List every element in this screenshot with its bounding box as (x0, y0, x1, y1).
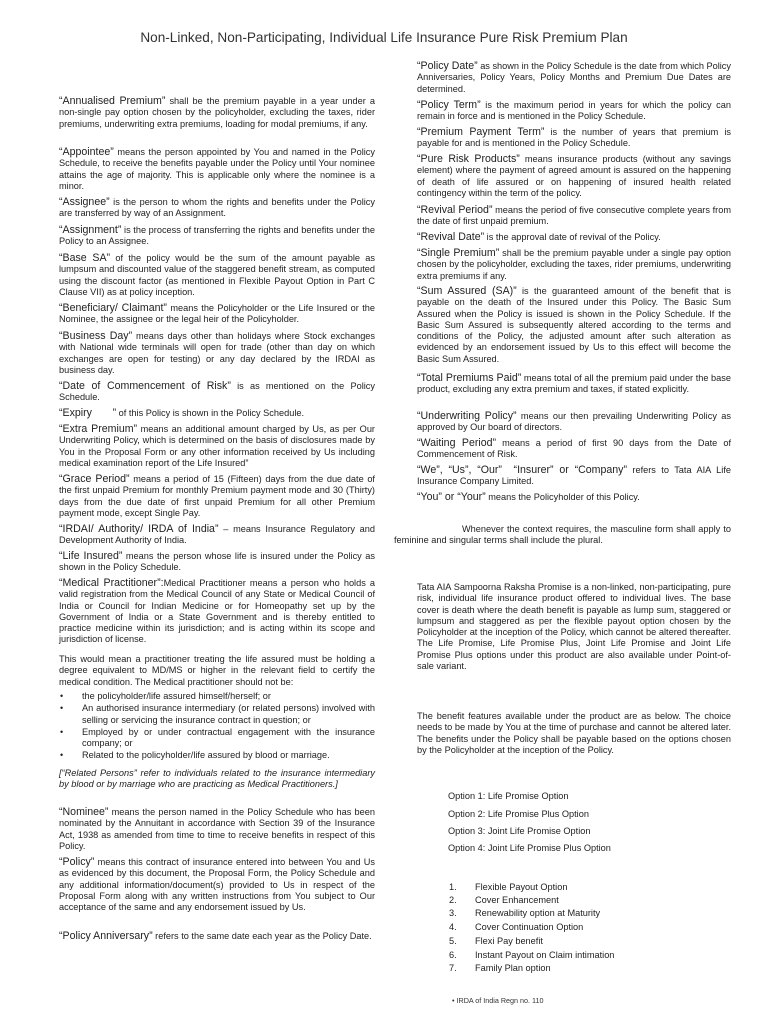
feature-item: 6. Instant Payout on Claim intimation (449, 950, 615, 960)
def-total-premiums-paid: “Total Premiums Paid” means total of all the premium paid under the base product, excluding any extra premium and taxes, if stated explicitly. (417, 372, 731, 395)
def-extra-premium: “Extra Premium” means an additional amount charged by Us, as per Our Underwriting Policy, which is determined on the basis of disclosures made by You in the Proposal Form or any other information received by Us including medical examination report of the Life Insured” (59, 423, 375, 468)
def-you: “You” or “Your” means the Policyholder of this Policy. (417, 491, 640, 503)
def-we-us: “We”, “Us”, “Our” “Insurer” or “Company” refers to Tata AIA Life Insurance Company Limited. (417, 464, 731, 487)
related-persons-note: [“Related Persons” refer to individuals related to the insurance intermediary by blood or by marriage who are practicing as Medical Practitioners.] (59, 768, 375, 790)
def-base-sa: “Base SA” of the policy would be the sum of the amount payable as lumpsum and discounted value of the staggered benefit stream, as computed using the discount factor (as mentioned in Flexible Payout Option in Part C Clause VII) as at policy inception. (59, 252, 376, 297)
def-assignee: “Assignee” is the person to whom the rights and benefits under the Policy are transferred by way of an Assignment. (59, 196, 375, 219)
def-revival-date: “Revival Date” is the approval date of revival of the Policy. (417, 231, 661, 243)
def-nominee: “Nominee” means the person named in the Policy Schedule who has been nominated by the Annuitant in accordance with Section 39 of the Insurance Act, 1938 as amended from time to time to receive benefits in respect of this Policy. (59, 806, 375, 851)
def-life-insured: “Life Insured” means the person whose life is insured under the Policy as shown in the Policy Schedule. (59, 550, 375, 573)
def-underwriting-policy: “Underwriting Policy” means our then prevailing Underwriting Policy as approved by Our board of directors. (417, 410, 731, 433)
list-item: • Related to the policyholder/life assured by blood or marriage. (59, 750, 375, 761)
option-item: Option 1: Life Promise Option (448, 791, 569, 801)
feature-item: 1. Flexible Payout Option (449, 882, 568, 892)
def-irdai: “IRDAI/ Authority/ IRDA of India” – means Insurance Regulatory and Development Authority of India. (59, 523, 375, 546)
def-policy-date: “Policy Date” as shown in the Policy Schedule is the date from which Policy Anniversaries, Policy Years, Policy Months and Premium Due Dates are determined. (417, 60, 731, 94)
list-item: • An authorised insurance intermediary (or related persons) involved with selling or servicing the insurance contract in question; or (59, 703, 375, 726)
feature-item: 2. Cover Enhancement (449, 895, 559, 905)
list-item: • the policyholder/life assured himself/herself; or (59, 691, 375, 702)
def-premium-payment-term: “Premium Payment Term” is the number of years that premium is payable for and is mentioned in the Policy Schedule. (417, 126, 731, 149)
feature-item: 7. Family Plan option (449, 963, 551, 973)
def-assignment: “Assignment” is the process of transferring the rights and benefits under the Policy to an Assignee. (59, 224, 375, 247)
footer-regn-note: • IRDA of India Regn no. 110 (452, 996, 544, 1005)
feature-item: 4. Cover Continuation Option (449, 922, 584, 932)
option-item: Option 2: Life Promise Plus Option (448, 809, 589, 819)
def-business-day: “Business Day” means days other than holidays where Stock exchanges with National wide terminals will open for trade (other than day on which exchanges are open for testing) or any day declared by the IRDAI as business day. (59, 330, 376, 375)
option-item: Option 4: Joint Life Promise Plus Option (448, 843, 611, 853)
practitioner-exclusions-list (59, 691, 375, 763)
practitioner-note: This would mean a practitioner treating the life assured must be holding a degree equivalent to MD/MS or higher in the relevant field to certify the medical condition. The Medical practitioner should not be: (59, 654, 375, 687)
def-revival-period: “Revival Period” means the period of five consecutive complete years from the date of first unpaid premium. (417, 204, 731, 227)
def-single-premium: “Single Premium” shall be the premium payable under a single pay option chosen by the policyholder, excluding the taxes, rider premiums, underwriting extra premiums if any. (417, 247, 732, 281)
def-waiting-period: “Waiting Period” means a period of first 90 days from the Date of Commencement of Risk. (417, 437, 731, 460)
feature-item: 3. Renewability option at Maturity (449, 908, 601, 918)
def-policy-term: “Policy Term” is the maximum period in years for which the policy can remain in force and is mentioned in the Policy Schedule. (417, 99, 731, 122)
feature-item: 5. Flexi Pay benefit (449, 936, 543, 946)
def-date-commencement: “Date of Commencement of Risk” is as mentioned on the Policy Schedule. (59, 380, 375, 403)
def-pure-risk-products: “Pure Risk Products” means insurance products (without any savings element) where the payment of agreed amount is assured on the happening of death of life assured or on happening of insured health related contingency within the term of the policy. (417, 153, 731, 198)
def-annualised-premium: “Annualised Premium” shall be the premium payable in a year under a non-single pay option chosen by the policyholder, excluding the taxes, rider premiums, underwriting extra premiums, loading for modal premiums, if any. (59, 95, 375, 129)
list-item: • Employed by or under contractual engagement with the insurance company; or (59, 727, 375, 750)
def-medical-practitioner: “Medical Practitioner”:Medical Practitioner means a person who holds a valid registration from the Medical Council of any State or Medical Council of India or Council for Indian Medicine or for Homeopathy set up by the Government of India or a State Government and is thereby entitled to practice medicine within its jurisdiction; and is acting within its scope and jurisdiction of license. (59, 577, 375, 645)
def-appointee: “Appointee” means the person appointed by You and named in the Policy Schedule, to receive the benefits payable under the Policy until Your nominee attains the age of majority. This is applicable only where the nominee is a minor. (59, 146, 375, 191)
def-sum-assured: “Sum Assured (SA)” is the guaranteed amount of the benefit that is payable on the death of the Insured under this Policy. The Basic Sum Assured when the Policy is issued is shown in the Policy Schedule. If the Basic Sum Assured is subsequently altered according to the terms and conditions of the Policy, the adjusted amount after such alteration as evidenced by an endorsement issued by Us to this effect will become the Basic Sum Assured. (417, 285, 731, 364)
product-description: Tata AIA Sampoorna Raksha Promise is a non-linked, non-participating, pure risk, individual life insurance product offered to individual lives. The base cover is death where the death benefit is payable as lump sum, staggered or lumpsum and staggered as per the flexible payout option chosen by the Policyholder at the inception of the Policy, which cannot be altered thereafter. The Life Promise, Life Promise Plus, Joint Life Promise and Joint Life Promise Plus options under this product are also available under Point-of-sale variant. (417, 582, 731, 672)
def-grace-period: “Grace Period” means a period of 15 (Fifteen) days from the due date of the first unpaid Premium for monthly Premium payment mode and 30 (Thirty) days from the due date of first unpaid Premium for all other Premium payment mode, except Single Pay. (59, 473, 375, 518)
def-policy: “Policy” means this contract of insurance entered into between You and Us as evidenced by this document, the Proposal Form, the Policy Schedule and any additional information/document(s) provided to Us in respect of the Proposal Form along with any written instructions from You subject to Our acceptance of the same and any endorsement issued by Us. (59, 856, 375, 913)
benefit-features-intro: The benefit features available under the product are as below. The choice needs to be made by You at the time of purchase and cannot be altered later. The benefits under the Policy shall be payable based on the options chosen by the Policyholder at the inception of the Policy. (417, 711, 731, 755)
page-title: Non-Linked, Non-Participating, Individual Life Insurance Pure Risk Premium Plan (140, 30, 628, 45)
context-note: Whenever the context requires, the masculine form shall apply to feminine and singular terms shall include the plural. (394, 524, 731, 546)
def-expiry: “Expiry ” of this Policy is shown in the Policy Schedule. (59, 407, 305, 419)
option-item: Option 3: Joint Life Promise Option (448, 826, 591, 836)
def-policy-anniversary: “Policy Anniversary” refers to the same date each year as the Policy Date. (59, 930, 372, 942)
def-beneficiary: “Beneficiary/ Claimant” means the Policyholder or the Life Insured or the Nominee, the assignee or the legal heir of the Policyholder. (59, 302, 375, 325)
